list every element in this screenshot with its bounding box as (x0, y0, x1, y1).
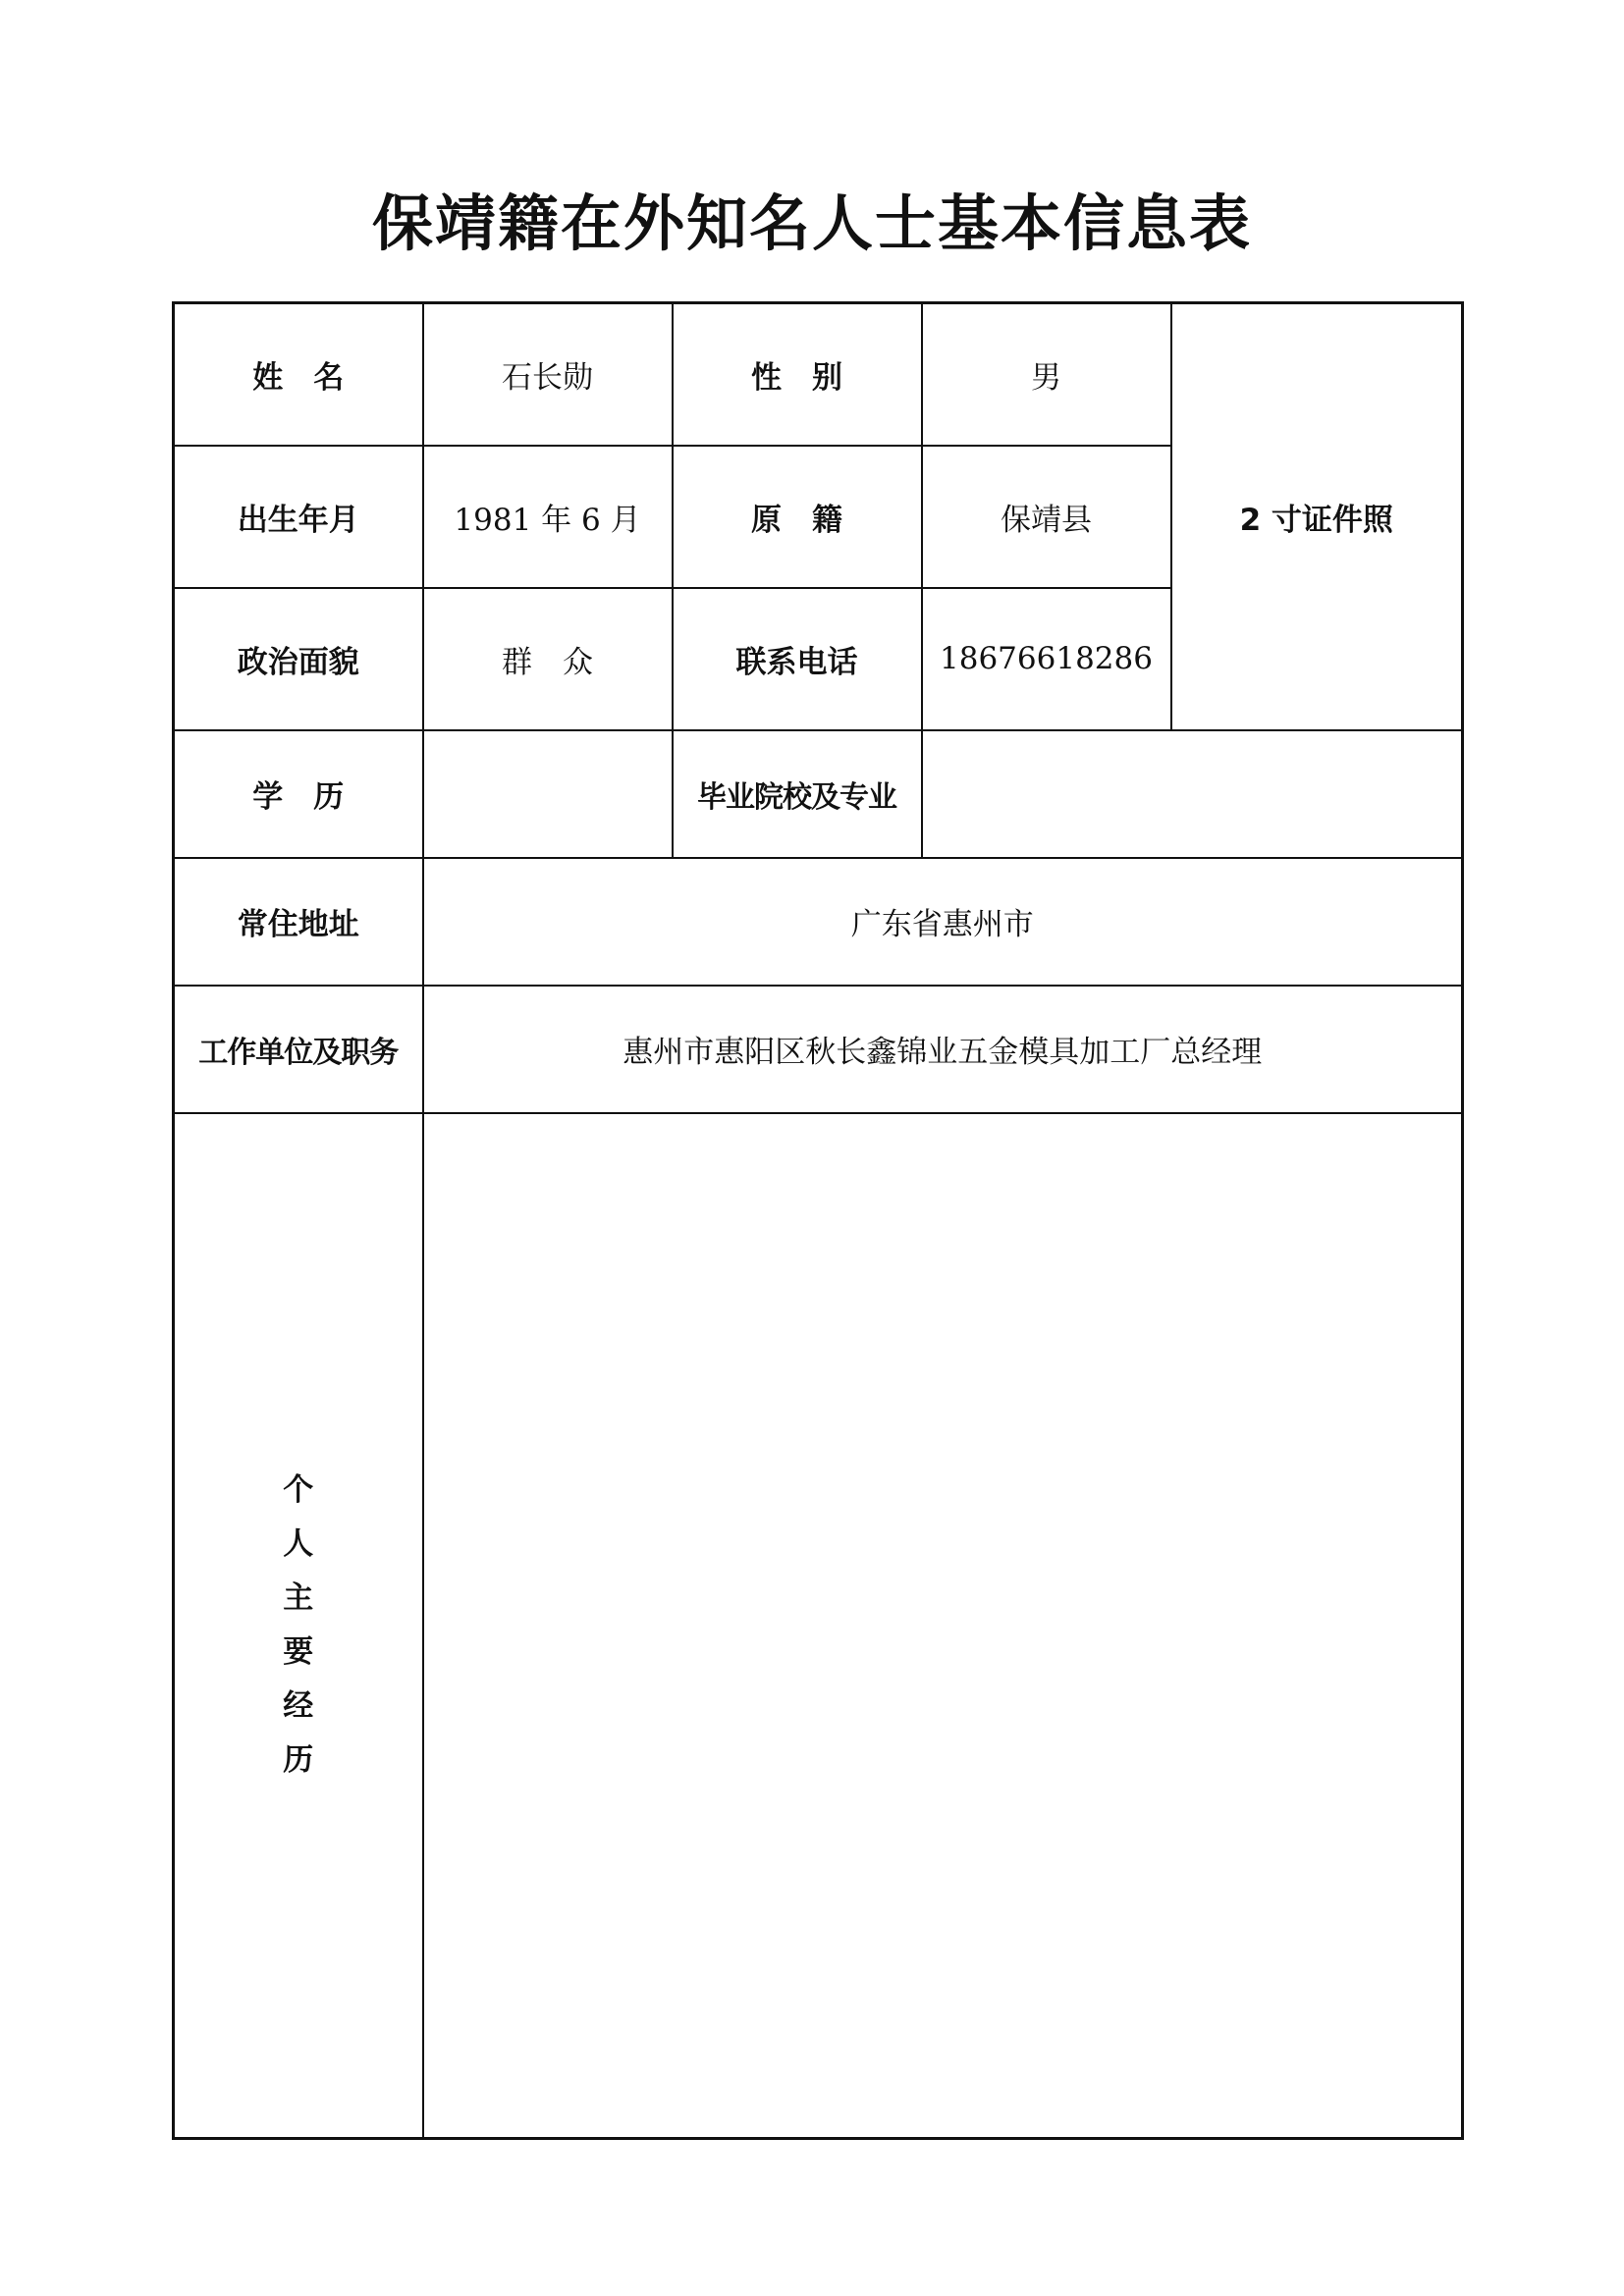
name-value-cell[interactable] (423, 303, 673, 446)
education-label-cell (174, 730, 423, 858)
education-value-cell[interactable] (423, 730, 673, 858)
experience-label-cell (174, 1113, 423, 2139)
politics-label: 政治面貌 (237, 644, 359, 680)
experience-label: 个人主要经历 (283, 1471, 314, 1778)
birth-value: 1981 年 6 月 (454, 502, 641, 538)
gender-value-cell[interactable] (922, 303, 1171, 446)
info-form-table (172, 301, 1464, 2140)
work-label: 工作单位及职务 (198, 1035, 399, 1070)
photo-label: 2 寸证件照 (1239, 502, 1393, 538)
address-value: 广东省惠州市 (850, 907, 1034, 942)
photo-cell[interactable] (1171, 303, 1463, 730)
birth-label-cell (174, 446, 423, 588)
row-work (174, 986, 1463, 1113)
name-label-cell (174, 303, 423, 446)
birth-label: 出生年月 (237, 502, 359, 538)
origin-label: 原 籍 (751, 502, 842, 538)
phone-label: 联系电话 (735, 644, 858, 680)
work-value: 惠州市惠阳区秋长鑫锦业五金模具加工厂总经理 (623, 1035, 1263, 1070)
row-name-gender (174, 303, 1463, 446)
school-value-cell[interactable] (922, 730, 1463, 858)
birth-value-cell[interactable] (423, 446, 673, 588)
work-label-cell (174, 986, 423, 1113)
politics-label-cell (174, 588, 423, 730)
education-label: 学 历 (252, 779, 345, 815)
form-title: 保靖籍在外知名人士基本信息表 (371, 187, 1252, 259)
origin-value-cell[interactable] (922, 446, 1171, 588)
phone-label-cell (673, 588, 922, 730)
row-address (174, 858, 1463, 986)
address-value-cell[interactable] (423, 858, 1463, 986)
school-label: 毕业院校及专业 (697, 779, 896, 815)
phone-value: 18676618286 (940, 641, 1153, 676)
name-value: 石长勋 (502, 359, 593, 396)
experience-value-cell[interactable] (423, 1113, 1463, 2139)
gender-label: 性 别 (751, 359, 842, 396)
politics-value: 群 众 (502, 644, 593, 680)
school-label-cell (673, 730, 922, 858)
politics-value-cell[interactable] (423, 588, 673, 730)
gender-label-cell (673, 303, 922, 446)
work-value-cell[interactable] (423, 986, 1463, 1113)
name-label: 姓 名 (252, 359, 345, 396)
phone-value-cell[interactable] (922, 588, 1171, 730)
row-experience (174, 1113, 1463, 2139)
row-education (174, 730, 1463, 858)
address-label: 常住地址 (237, 907, 359, 942)
origin-label-cell (673, 446, 922, 588)
address-label-cell (174, 858, 423, 986)
origin-value: 保靖县 (1001, 502, 1092, 538)
gender-value: 男 (1031, 359, 1061, 396)
